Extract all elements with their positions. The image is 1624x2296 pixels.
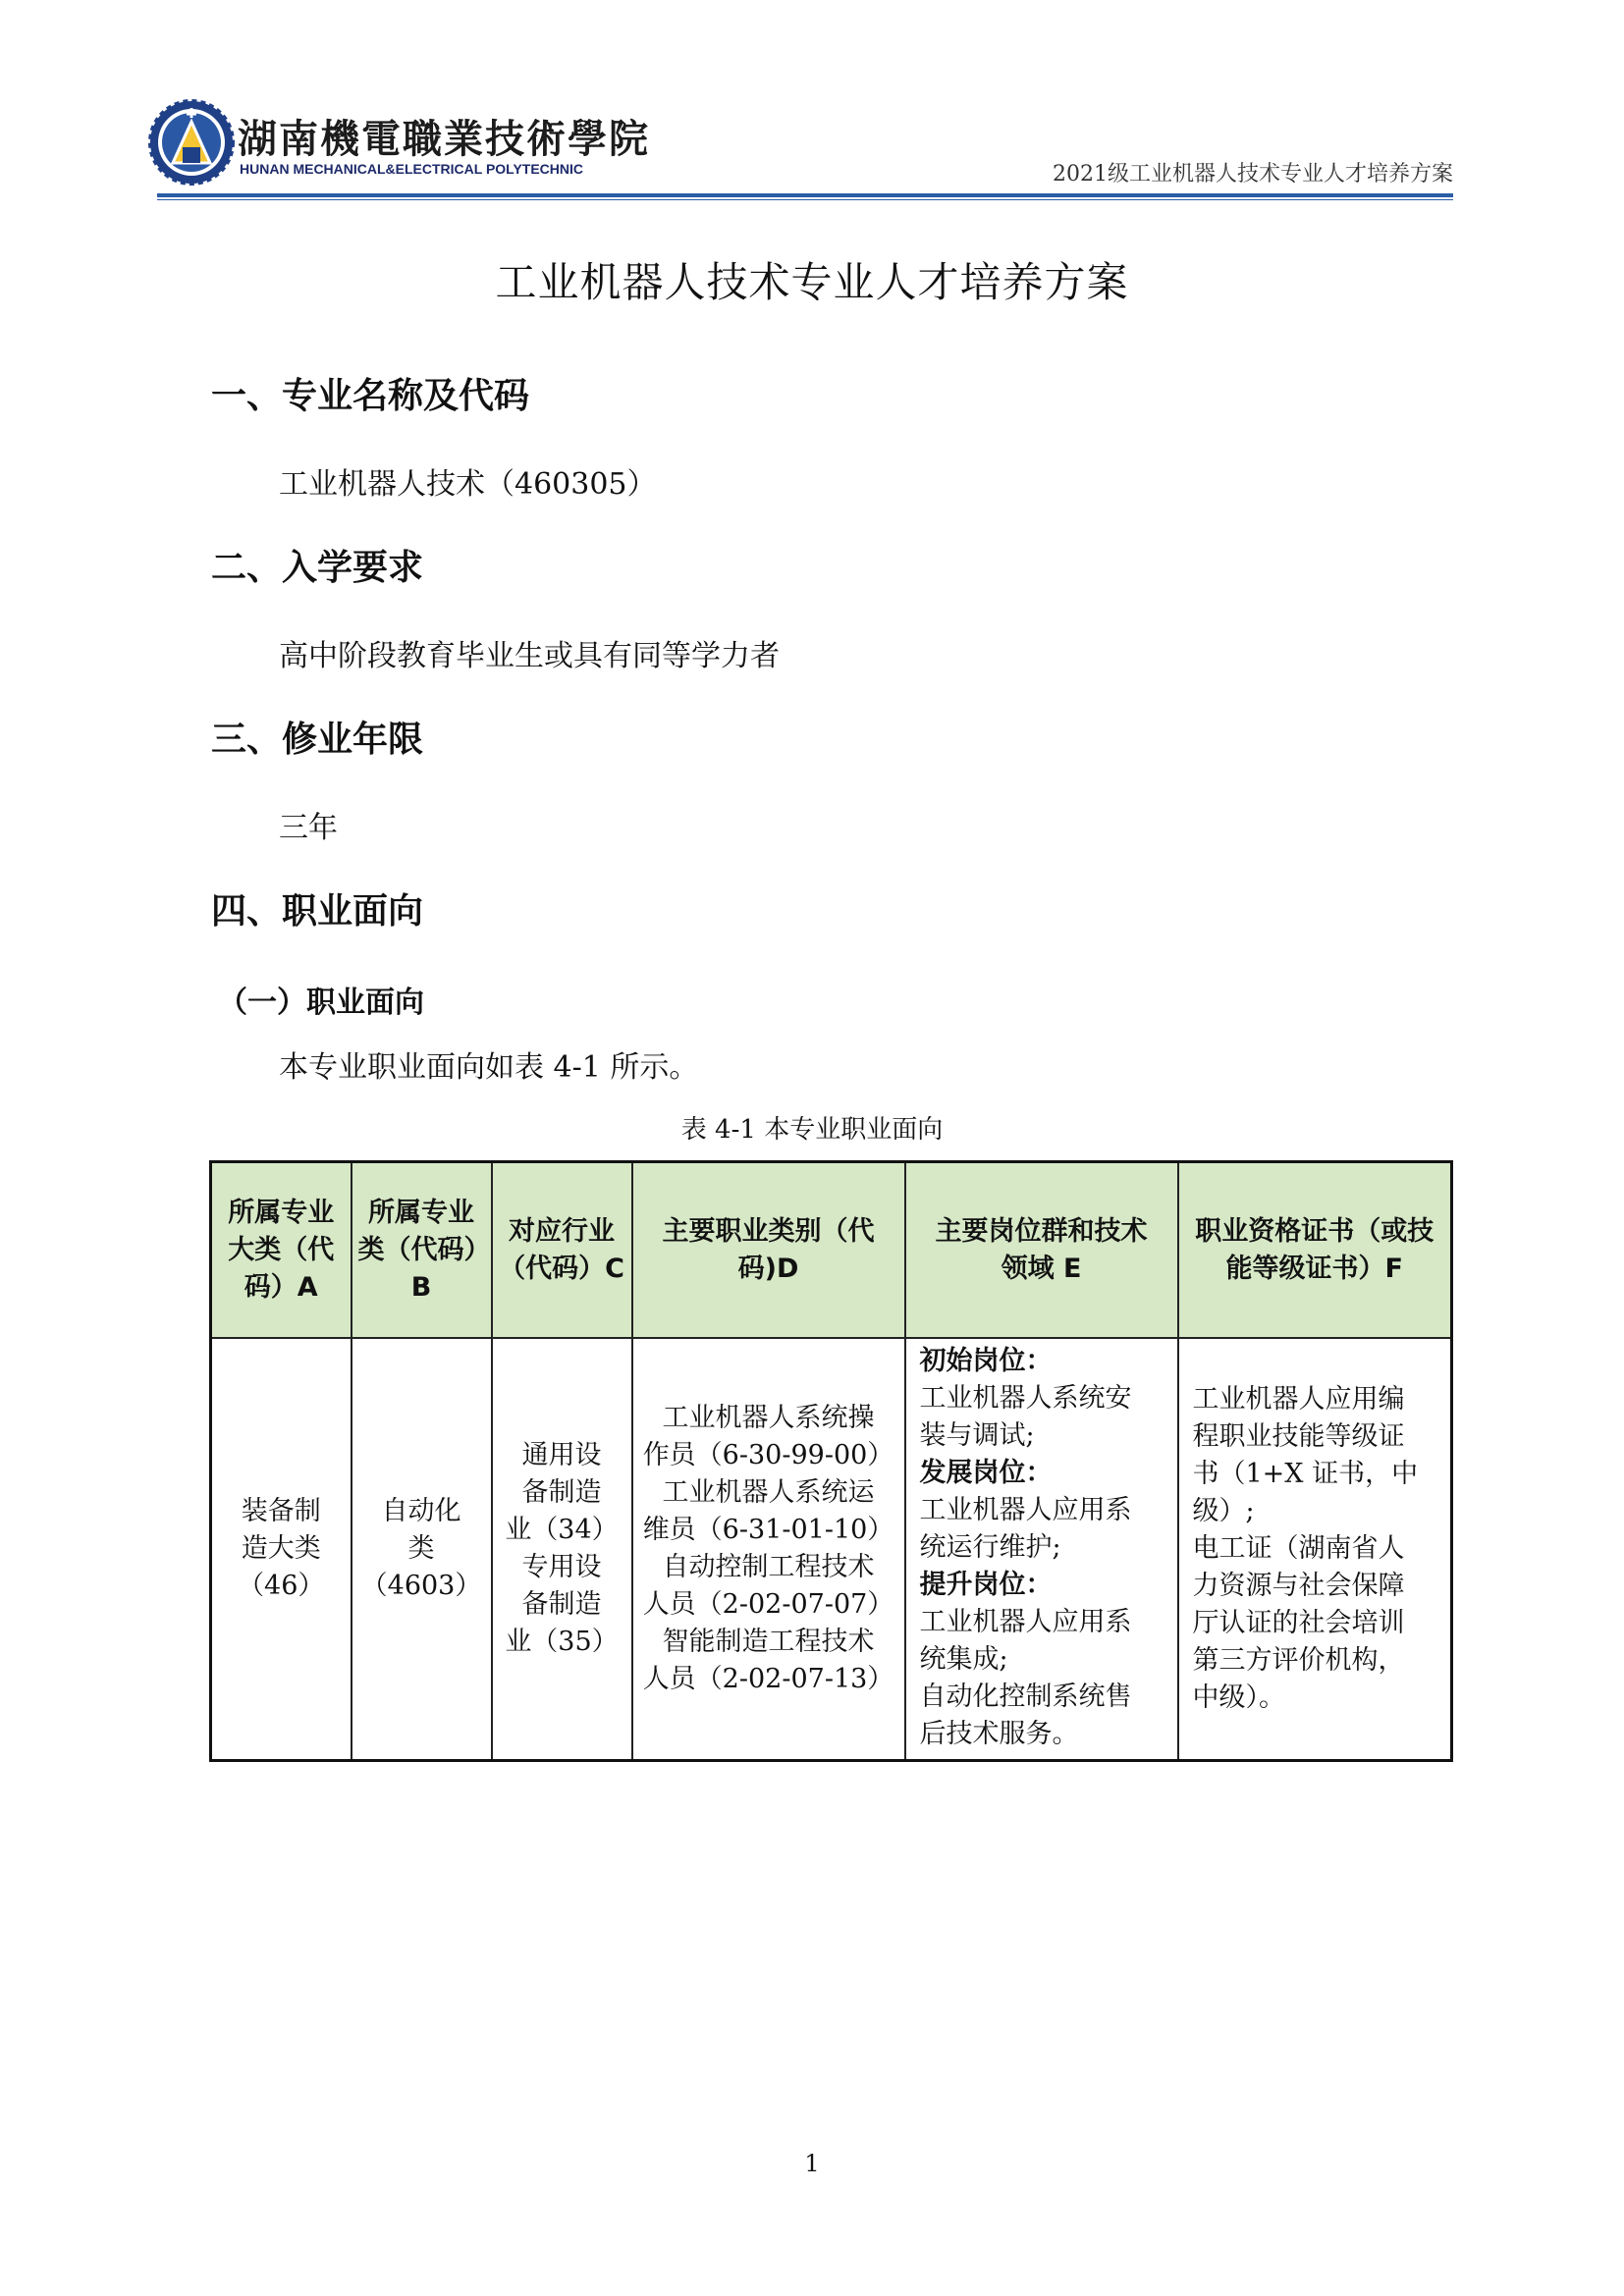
cell-industry: 通用设 备制造 业（34） 专用设 备制造 业（35） [492,1338,632,1761]
document-label: 2021级工业机器人技术专业人才培养方案 [1053,162,1453,187]
school-name-en: HUNAN MECHANICAL&ELECTRICAL POLYTECHNIC [240,161,584,177]
develop-position-label: 发展岗位： [919,1458,1053,1488]
page-header [147,98,1453,196]
table-row [211,1338,1452,1761]
cell-certificates: 工业机器人应用编 程职业技能等级证 书（1+X 证书，中 级）; 电工证（湖南省人 力资源与社会保障 厅认证的社会培训 第三方评价机构， 中级）。 [1178,1338,1452,1761]
header-cell-c: 对应行业 （代码）C [492,1162,632,1339]
school-emblem-icon [147,98,236,187]
header-rule [157,193,1453,197]
header-cell-b: 所属专业 类（代码） B [352,1162,492,1339]
header-cell-d: 主要职业类别（代 码)D [632,1162,905,1339]
cell-positions: 初始岗位： 工业机器人系统安 装与调试; 发展岗位： 工业机器人应用系 统运行维护; 提升岗位： 工业机器人应用系 统集成; 自动化控制系统售 后技术服务。 [905,1338,1178,1761]
header-rule-thin [157,199,1453,200]
promote-position-label: 提升岗位： [919,1570,1053,1600]
section-body-3: 三年 [279,811,338,845]
table-caption: 表 4-1 本专业职业面向 [680,1115,944,1145]
section-heading-3: 三、修业年限 [211,720,424,760]
section-heading-4: 四、职业面向 [211,891,424,932]
initial-position-label: 初始岗位： [919,1346,1053,1376]
section-body-2: 高中阶段教育毕业生或具有同等学力者 [279,639,780,673]
section-heading-2: 二、入学要求 [211,548,424,588]
cell-major-category: 装备制 造大类 （46） [211,1338,352,1761]
cell-major-class: 自动化 类 （4603） [352,1338,492,1761]
section-heading-1: 一、专业名称及代码 [211,376,530,416]
school-name-cn: 湖南機電職業技術學院 [238,116,650,162]
header-cell-a: 所属专业 大类（代 码）A [211,1162,352,1339]
page-number: 1 [804,2150,820,2177]
section-body-4: 本专业职业面向如表 4-1 所示。 [279,1050,699,1085]
career-table [209,1160,1453,1762]
page-title: 工业机器人技术专业人才培养方案 [495,258,1129,306]
section-subheading-4-1: （一）职业面向 [218,986,424,1020]
section-body-1: 工业机器人技术（460305） [279,467,657,502]
header-cell-f: 职业资格证书（或技 能等级证书）F [1178,1162,1452,1339]
header-cell-e: 主要岗位群和技术 领域 E [905,1162,1178,1339]
table-header-row [211,1162,1452,1339]
cell-occupation: 工业机器人系统操 作员（6-30-99-00） 工业机器人系统运 维员（6-31-01-10） 自动控制工程技术 人员（2-02-07-07） 智能制造工程技术 人员（2-02-07-13） [632,1338,905,1761]
